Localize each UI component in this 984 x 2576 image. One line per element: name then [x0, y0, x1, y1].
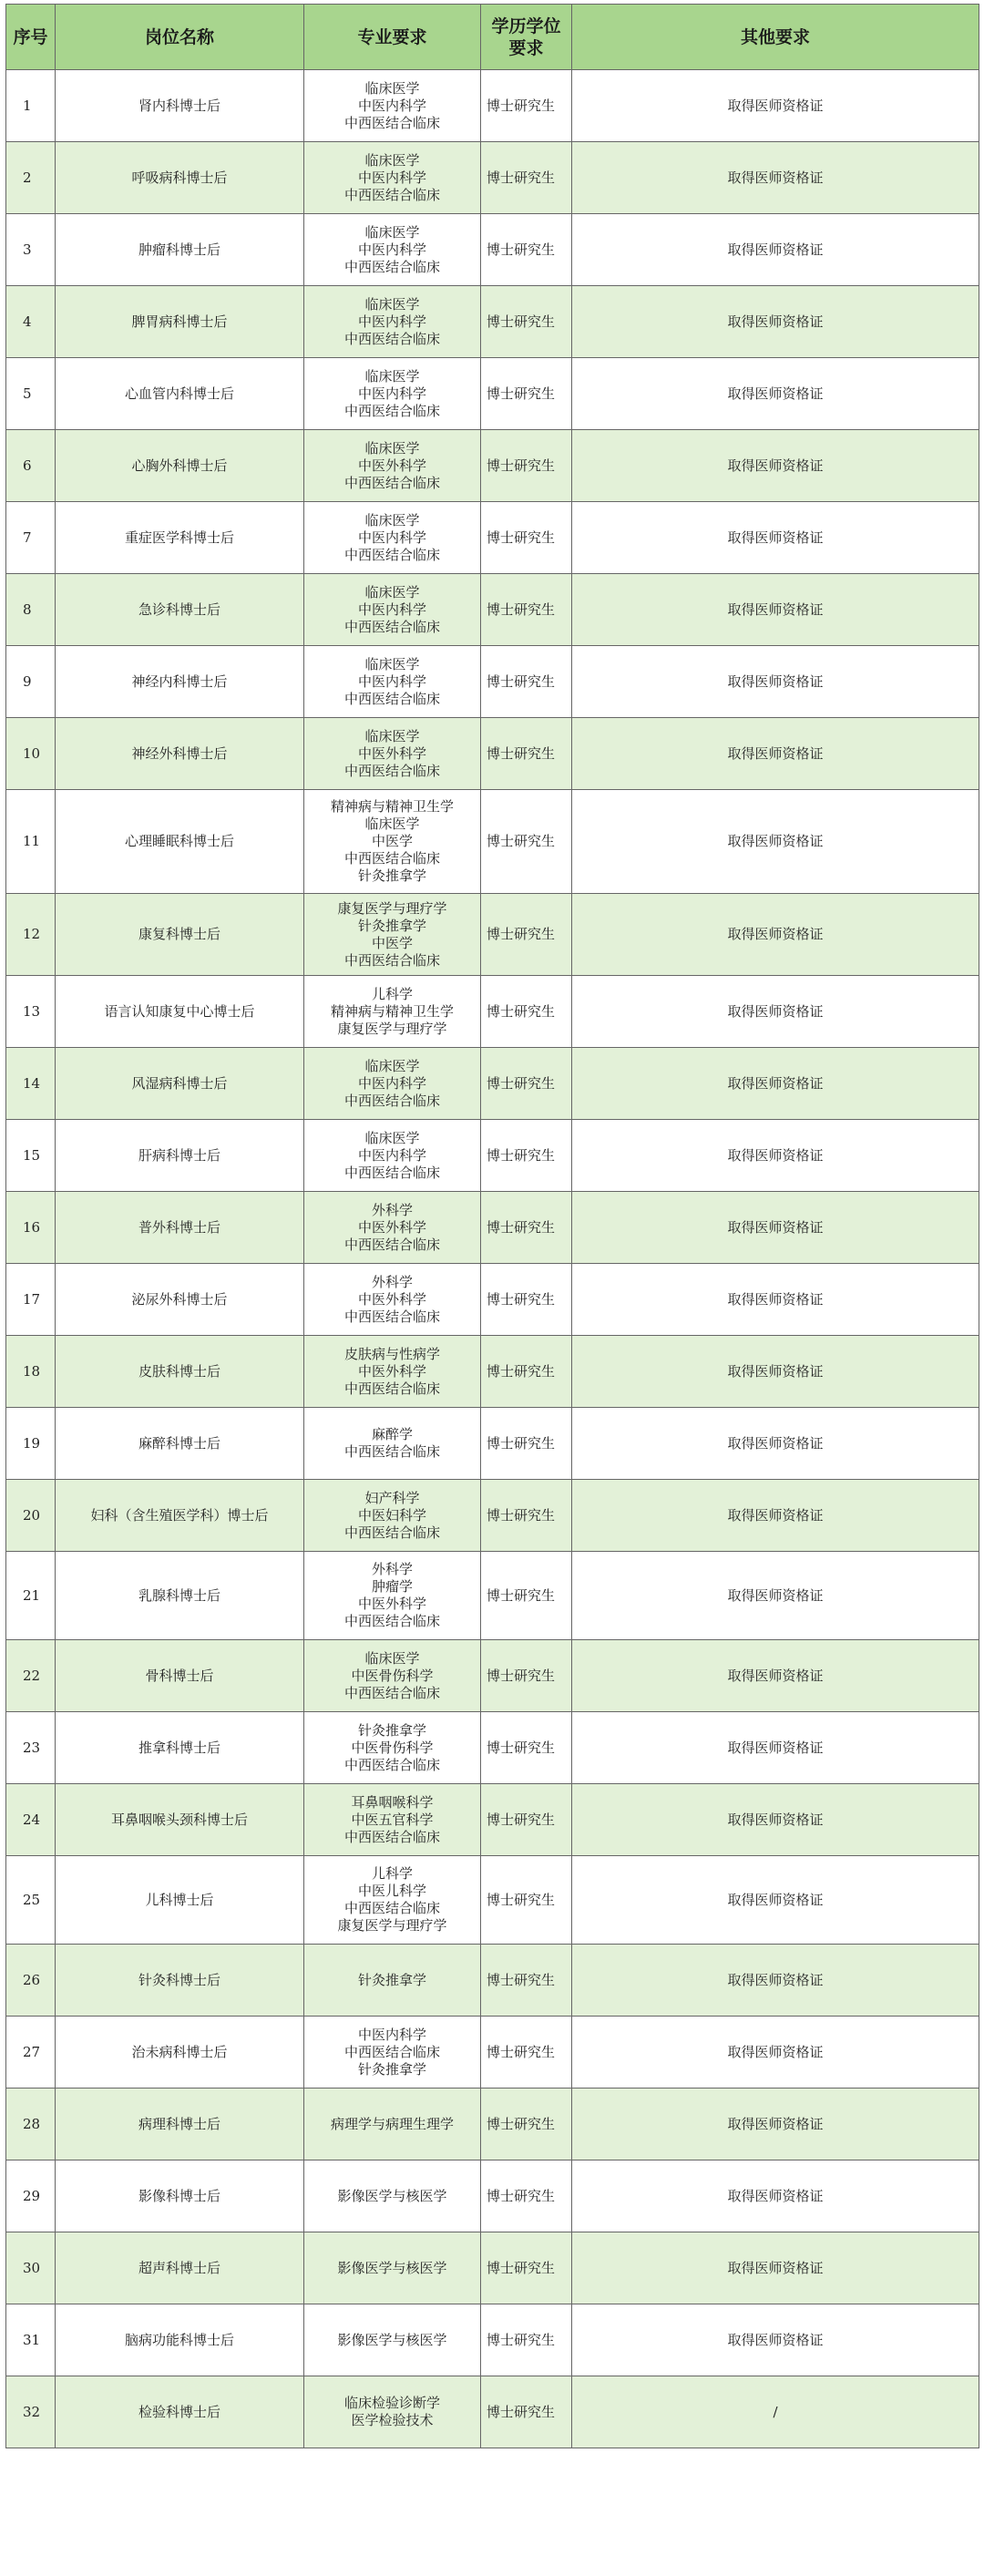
other-requirement: 取得医师资格证: [572, 430, 979, 502]
major-item: 中医内科学: [357, 385, 426, 402]
major-item: 中医内科学: [357, 2026, 426, 2043]
position-name: 康复科博士后: [56, 894, 304, 976]
major-item: 中医外科学: [357, 744, 426, 762]
education-requirement: 博士研究生: [481, 1640, 572, 1712]
major-item: 临床医学: [364, 1649, 420, 1667]
row-number: 1: [6, 70, 56, 142]
position-name: 脾胃病科博士后: [56, 286, 304, 358]
major-requirements: [304, 790, 481, 894]
row-number: 3: [6, 214, 56, 286]
position-name: 病理科博士后: [56, 2089, 304, 2160]
table-row: [6, 2160, 979, 2232]
table-row: [6, 1048, 979, 1120]
row-number: 2: [6, 142, 56, 214]
row-number: 11: [6, 790, 56, 894]
other-requirement: 取得医师资格证: [572, 214, 979, 286]
other-requirement: 取得医师资格证: [572, 2089, 979, 2160]
education-requirement: 博士研究生: [481, 286, 572, 358]
major-item: 临床医学: [364, 727, 420, 744]
position-name: 语言认知康复中心博士后: [56, 976, 304, 1048]
row-number: 32: [6, 2376, 56, 2448]
other-requirement: 取得医师资格证: [572, 142, 979, 214]
major-requirements: [304, 1945, 481, 2017]
major-item: 针灸推拿学: [357, 1721, 426, 1739]
major-item: 中西医结合临床: [343, 114, 440, 131]
row-number: 27: [6, 2017, 56, 2089]
education-requirement: 博士研究生: [481, 2304, 572, 2376]
education-requirement: 博士研究生: [481, 2017, 572, 2089]
table-row: [6, 574, 979, 646]
row-number: 4: [6, 286, 56, 358]
position-name: 肝病科博士后: [56, 1120, 304, 1192]
header-other: 其他要求: [572, 5, 979, 70]
position-name: 普外科博士后: [56, 1192, 304, 1264]
major-requirements: [304, 718, 481, 790]
position-name: 检验科博士后: [56, 2376, 304, 2448]
other-requirement: 取得医师资格证: [572, 646, 979, 718]
major-requirements: [304, 2017, 481, 2089]
education-requirement: 博士研究生: [481, 976, 572, 1048]
table-row: [6, 142, 979, 214]
education-requirement: 博士研究生: [481, 214, 572, 286]
education-requirement: 博士研究生: [481, 430, 572, 502]
major-item: 外科学: [371, 1201, 413, 1218]
major-requirements: [304, 2089, 481, 2160]
major-requirements: [304, 1712, 481, 1784]
major-item: 临床医学: [364, 367, 420, 385]
row-number: 21: [6, 1552, 56, 1640]
major-requirements: [304, 1048, 481, 1120]
major-item: 中医外科学: [357, 1362, 426, 1380]
position-name: 急诊科博士后: [56, 574, 304, 646]
table-row: [6, 502, 979, 574]
major-item: 临床医学: [364, 151, 420, 169]
major-item: 影像医学与核医学: [337, 2259, 447, 2276]
other-requirement: 取得医师资格证: [572, 1712, 979, 1784]
header-row: [6, 5, 979, 70]
major-requirements: [304, 1480, 481, 1552]
position-name: 心血管内科博士后: [56, 358, 304, 430]
education-requirement: 博士研究生: [481, 1712, 572, 1784]
major-item: 中西医结合临床: [343, 951, 440, 969]
other-requirement: 取得医师资格证: [572, 1048, 979, 1120]
education-requirement: 博士研究生: [481, 1192, 572, 1264]
header-no: 序号: [6, 5, 56, 70]
major-requirements: [304, 214, 481, 286]
major-item: 针灸推拿学: [357, 867, 426, 884]
major-item: 中西医结合临床: [343, 1900, 440, 1916]
major-item: 中西医结合临床: [343, 762, 440, 779]
major-item: 中医妇科学: [357, 1506, 426, 1524]
major-item: 中西医结合临床: [343, 1684, 440, 1701]
header-education-line: 要求: [508, 37, 544, 58]
major-item: 中医学: [371, 934, 413, 951]
major-item: 外科学: [371, 1561, 413, 1577]
row-number: 16: [6, 1192, 56, 1264]
major-item: 中西医结合临床: [343, 546, 440, 563]
table-row: [6, 358, 979, 430]
major-item: 中西医结合临床: [343, 1756, 440, 1773]
row-number: 30: [6, 2232, 56, 2304]
major-requirements: [304, 1408, 481, 1480]
table-row: [6, 1640, 979, 1712]
major-item: 影像医学与核医学: [337, 2331, 447, 2348]
major-requirements: [304, 2232, 481, 2304]
row-number: 19: [6, 1408, 56, 1480]
education-requirement: 博士研究生: [481, 1552, 572, 1640]
education-requirement: 博士研究生: [481, 502, 572, 574]
major-item: 临床医学: [364, 583, 420, 600]
major-item: 中医骨伤科学: [351, 1667, 434, 1684]
position-name: 心胸外科博士后: [56, 430, 304, 502]
other-requirement: 取得医师资格证: [572, 1480, 979, 1552]
major-requirements: [304, 286, 481, 358]
header-position: 岗位名称: [56, 5, 304, 70]
education-requirement: 博士研究生: [481, 1264, 572, 1336]
major-requirements: [304, 2376, 481, 2448]
position-name: 皮肤科博士后: [56, 1336, 304, 1408]
major-requirements: [304, 142, 481, 214]
row-number: 26: [6, 1945, 56, 2017]
major-item: 中西医结合临床: [343, 2043, 440, 2060]
row-number: 25: [6, 1856, 56, 1945]
education-requirement: 博士研究生: [481, 2089, 572, 2160]
table-row: [6, 1480, 979, 1552]
table-header: [6, 5, 979, 70]
major-item: 麻醉学: [371, 1426, 413, 1442]
major-item: 中医内科学: [357, 672, 426, 690]
other-requirement: 取得医师资格证: [572, 1552, 979, 1640]
education-requirement: 博士研究生: [481, 1784, 572, 1856]
major-item: 中医内科学: [357, 169, 426, 186]
education-requirement: 博士研究生: [481, 358, 572, 430]
table-row: [6, 1120, 979, 1192]
table-row: [6, 718, 979, 790]
other-requirement: 取得医师资格证: [572, 1336, 979, 1408]
position-name: 风湿病科博士后: [56, 1048, 304, 1120]
major-item: 针灸推拿学: [357, 1971, 426, 1988]
position-name: 神经外科博士后: [56, 718, 304, 790]
education-requirement: 博士研究生: [481, 1408, 572, 1480]
position-name: 超声科博士后: [56, 2232, 304, 2304]
major-item: 针灸推拿学: [357, 2060, 426, 2078]
major-item: 临床医学: [364, 295, 420, 313]
other-requirement: /: [572, 2376, 979, 2448]
major-item: 中西医结合临床: [343, 330, 440, 347]
row-number: 29: [6, 2160, 56, 2232]
major-item: 针灸推拿学: [357, 917, 426, 934]
position-name: 泌尿外科博士后: [56, 1264, 304, 1336]
row-number: 31: [6, 2304, 56, 2376]
other-requirement: 取得医师资格证: [572, 2160, 979, 2232]
major-requirements: [304, 502, 481, 574]
header-major: 专业要求: [304, 5, 481, 70]
other-requirement: 取得医师资格证: [572, 894, 979, 976]
table-row: [6, 1945, 979, 2017]
position-name: 肿瘤科博士后: [56, 214, 304, 286]
table-row: [6, 1784, 979, 1856]
major-item: 中医骨伤科学: [351, 1739, 434, 1756]
education-requirement: 博士研究生: [481, 790, 572, 894]
position-name: 耳鼻咽喉头颈科博士后: [56, 1784, 304, 1856]
other-requirement: 取得医师资格证: [572, 358, 979, 430]
major-item: 中西医结合临床: [343, 1092, 440, 1109]
table-row: [6, 2232, 979, 2304]
table-row: [6, 790, 979, 894]
other-requirement: 取得医师资格证: [572, 790, 979, 894]
major-item: 康复医学与理疗学: [337, 1917, 447, 1934]
major-item: 临床医学: [364, 1129, 420, 1146]
table-row: [6, 1552, 979, 1640]
other-requirement: 取得医师资格证: [572, 1408, 979, 1480]
major-requirements: [304, 976, 481, 1048]
table-row: [6, 214, 979, 286]
major-item: 中西医结合临床: [343, 258, 440, 275]
row-number: 20: [6, 1480, 56, 1552]
other-requirement: 取得医师资格证: [572, 976, 979, 1048]
position-name: 重症医学科博士后: [56, 502, 304, 574]
major-item: 中西医结合临床: [343, 850, 440, 867]
table-row: [6, 646, 979, 718]
table-row: [6, 1192, 979, 1264]
education-requirement: 博士研究生: [481, 70, 572, 142]
other-requirement: 取得医师资格证: [572, 1192, 979, 1264]
position-name: 乳腺科博士后: [56, 1552, 304, 1640]
row-number: 14: [6, 1048, 56, 1120]
position-name: 麻醉科博士后: [56, 1408, 304, 1480]
major-item: 肿瘤学: [371, 1578, 413, 1595]
major-requirements: [304, 574, 481, 646]
position-name: 肾内科博士后: [56, 70, 304, 142]
major-item: 中西医结合临床: [343, 1524, 440, 1541]
header-education: [481, 5, 572, 70]
major-item: 临床医学: [364, 79, 420, 97]
major-item: 中西医结合临床: [343, 1308, 440, 1325]
education-requirement: 博士研究生: [481, 1480, 572, 1552]
row-number: 15: [6, 1120, 56, 1192]
other-requirement: 取得医师资格证: [572, 1856, 979, 1945]
position-name: 针灸科博士后: [56, 1945, 304, 2017]
major-requirements: [304, 70, 481, 142]
table-row: [6, 1712, 979, 1784]
other-requirement: 取得医师资格证: [572, 70, 979, 142]
major-item: 中医内科学: [357, 97, 426, 114]
position-name: 神经内科博士后: [56, 646, 304, 718]
education-requirement: 博士研究生: [481, 1048, 572, 1120]
education-requirement: 博士研究生: [481, 2160, 572, 2232]
major-requirements: [304, 2304, 481, 2376]
table-row: [6, 2304, 979, 2376]
major-requirements: [304, 1264, 481, 1336]
major-item: 临床医学: [364, 655, 420, 672]
major-item: 康复医学与理疗学: [337, 899, 447, 917]
other-requirement: 取得医师资格证: [572, 2232, 979, 2304]
education-requirement: 博士研究生: [481, 1856, 572, 1945]
major-item: 中西医结合临床: [343, 1613, 440, 1629]
header-education-line: 学历学位: [491, 15, 561, 36]
major-item: 中西医结合临床: [343, 1164, 440, 1181]
position-name: 心理睡眠科博士后: [56, 790, 304, 894]
major-item: 临床医学: [364, 816, 420, 832]
major-item: 中医外科学: [357, 457, 426, 474]
major-item: 儿科学: [371, 1865, 413, 1882]
education-requirement: 博士研究生: [481, 1120, 572, 1192]
major-item: 中医内科学: [357, 600, 426, 618]
major-item: 中医外科学: [357, 1290, 426, 1308]
major-item: 临床医学: [364, 511, 420, 529]
major-item: 医学检验技术: [351, 2412, 434, 2428]
major-item: 中西医结合临床: [343, 1828, 440, 1845]
major-item: 中医外科学: [357, 1218, 426, 1236]
major-item: 中医内科学: [357, 313, 426, 330]
major-item: 病理学与病理生理学: [330, 2115, 454, 2132]
major-requirements: [304, 1120, 481, 1192]
major-item: 耳鼻咽喉科学: [351, 1793, 434, 1811]
position-name: 推拿科博士后: [56, 1712, 304, 1784]
major-item: 康复医学与理疗学: [337, 1020, 447, 1037]
major-requirements: [304, 1640, 481, 1712]
table-row: [6, 976, 979, 1048]
other-requirement: 取得医师资格证: [572, 574, 979, 646]
major-item: 中医内科学: [357, 1146, 426, 1164]
major-requirements: [304, 646, 481, 718]
row-number: 13: [6, 976, 56, 1048]
table-row: [6, 1408, 979, 1480]
table-row: [6, 1264, 979, 1336]
major-item: 中医学: [371, 833, 413, 849]
position-name: 骨科博士后: [56, 1640, 304, 1712]
row-number: 10: [6, 718, 56, 790]
major-requirements: [304, 1552, 481, 1640]
other-requirement: 取得医师资格证: [572, 1945, 979, 2017]
row-number: 7: [6, 502, 56, 574]
education-requirement: 博士研究生: [481, 574, 572, 646]
table-row: [6, 2376, 979, 2448]
major-requirements: [304, 894, 481, 976]
major-item: 临床医学: [364, 439, 420, 457]
education-requirement: 博士研究生: [481, 1336, 572, 1408]
major-item: 影像医学与核医学: [337, 2187, 447, 2204]
major-item: 中西医结合临床: [343, 618, 440, 635]
major-item: 精神病与精神卫生学: [330, 798, 454, 815]
major-requirements: [304, 1336, 481, 1408]
major-item: 中医内科学: [357, 529, 426, 546]
major-item: 中医内科学: [357, 241, 426, 258]
major-requirements: [304, 1784, 481, 1856]
major-item: 中西医结合临床: [343, 186, 440, 203]
other-requirement: 取得医师资格证: [572, 1784, 979, 1856]
other-requirement: 取得医师资格证: [572, 2304, 979, 2376]
education-requirement: 博士研究生: [481, 2376, 572, 2448]
table-row: [6, 2017, 979, 2089]
table-row: [6, 430, 979, 502]
major-item: 中西医结合临床: [343, 1380, 440, 1397]
row-number: 18: [6, 1336, 56, 1408]
major-item: 临床检验诊断学: [343, 2395, 440, 2411]
other-requirement: 取得医师资格证: [572, 1120, 979, 1192]
table-row: [6, 894, 979, 976]
row-number: 6: [6, 430, 56, 502]
row-number: 8: [6, 574, 56, 646]
row-number: 17: [6, 1264, 56, 1336]
position-name: 妇科（含生殖医学科）博士后: [56, 1480, 304, 1552]
table-row: [6, 1856, 979, 1945]
table-row: [6, 2089, 979, 2160]
position-name: 儿科博士后: [56, 1856, 304, 1945]
major-item: 中西医结合临床: [343, 1236, 440, 1253]
education-requirement: 博士研究生: [481, 894, 572, 976]
row-number: 12: [6, 894, 56, 976]
other-requirement: 取得医师资格证: [572, 502, 979, 574]
row-number: 9: [6, 646, 56, 718]
major-item: 皮肤病与性病学: [343, 1345, 440, 1362]
other-requirement: 取得医师资格证: [572, 1264, 979, 1336]
major-requirements: [304, 358, 481, 430]
major-item: 临床医学: [364, 223, 420, 241]
major-item: 精神病与精神卫生学: [330, 1002, 454, 1020]
major-requirements: [304, 2160, 481, 2232]
row-number: 24: [6, 1784, 56, 1856]
major-requirements: [304, 430, 481, 502]
position-name: 脑病功能科博士后: [56, 2304, 304, 2376]
other-requirement: 取得医师资格证: [572, 286, 979, 358]
major-item: 中医内科学: [357, 1074, 426, 1092]
other-requirement: 取得医师资格证: [572, 2017, 979, 2089]
table-row: [6, 286, 979, 358]
major-item: 妇产科学: [364, 1489, 420, 1506]
education-requirement: 博士研究生: [481, 142, 572, 214]
major-item: 中医儿科学: [357, 1883, 426, 1899]
major-item: 中西医结合临床: [343, 474, 440, 491]
row-number: 5: [6, 358, 56, 430]
recruitment-table: [5, 4, 979, 2448]
major-requirements: [304, 1856, 481, 1945]
row-number: 23: [6, 1712, 56, 1784]
education-requirement: 博士研究生: [481, 646, 572, 718]
major-item: 中西医结合临床: [343, 402, 440, 419]
table-body: [6, 70, 979, 2448]
position-name: 治未病科博士后: [56, 2017, 304, 2089]
row-number: 22: [6, 1640, 56, 1712]
position-name: 呼吸病科博士后: [56, 142, 304, 214]
major-item: 中西医结合临床: [343, 1443, 440, 1460]
education-requirement: 博士研究生: [481, 1945, 572, 2017]
table-row: [6, 1336, 979, 1408]
table-row: [6, 70, 979, 142]
education-requirement: 博士研究生: [481, 718, 572, 790]
major-item: 外科学: [371, 1273, 413, 1290]
position-name: 影像科博士后: [56, 2160, 304, 2232]
major-item: 临床医学: [364, 1057, 420, 1074]
education-requirement: 博士研究生: [481, 2232, 572, 2304]
row-number: 28: [6, 2089, 56, 2160]
major-item: 儿科学: [371, 985, 413, 1002]
major-requirements: [304, 1192, 481, 1264]
major-item: 中医外科学: [357, 1596, 426, 1612]
other-requirement: 取得医师资格证: [572, 1640, 979, 1712]
major-item: 中西医结合临床: [343, 690, 440, 707]
major-item: 中医五官科学: [351, 1811, 434, 1828]
other-requirement: 取得医师资格证: [572, 718, 979, 790]
